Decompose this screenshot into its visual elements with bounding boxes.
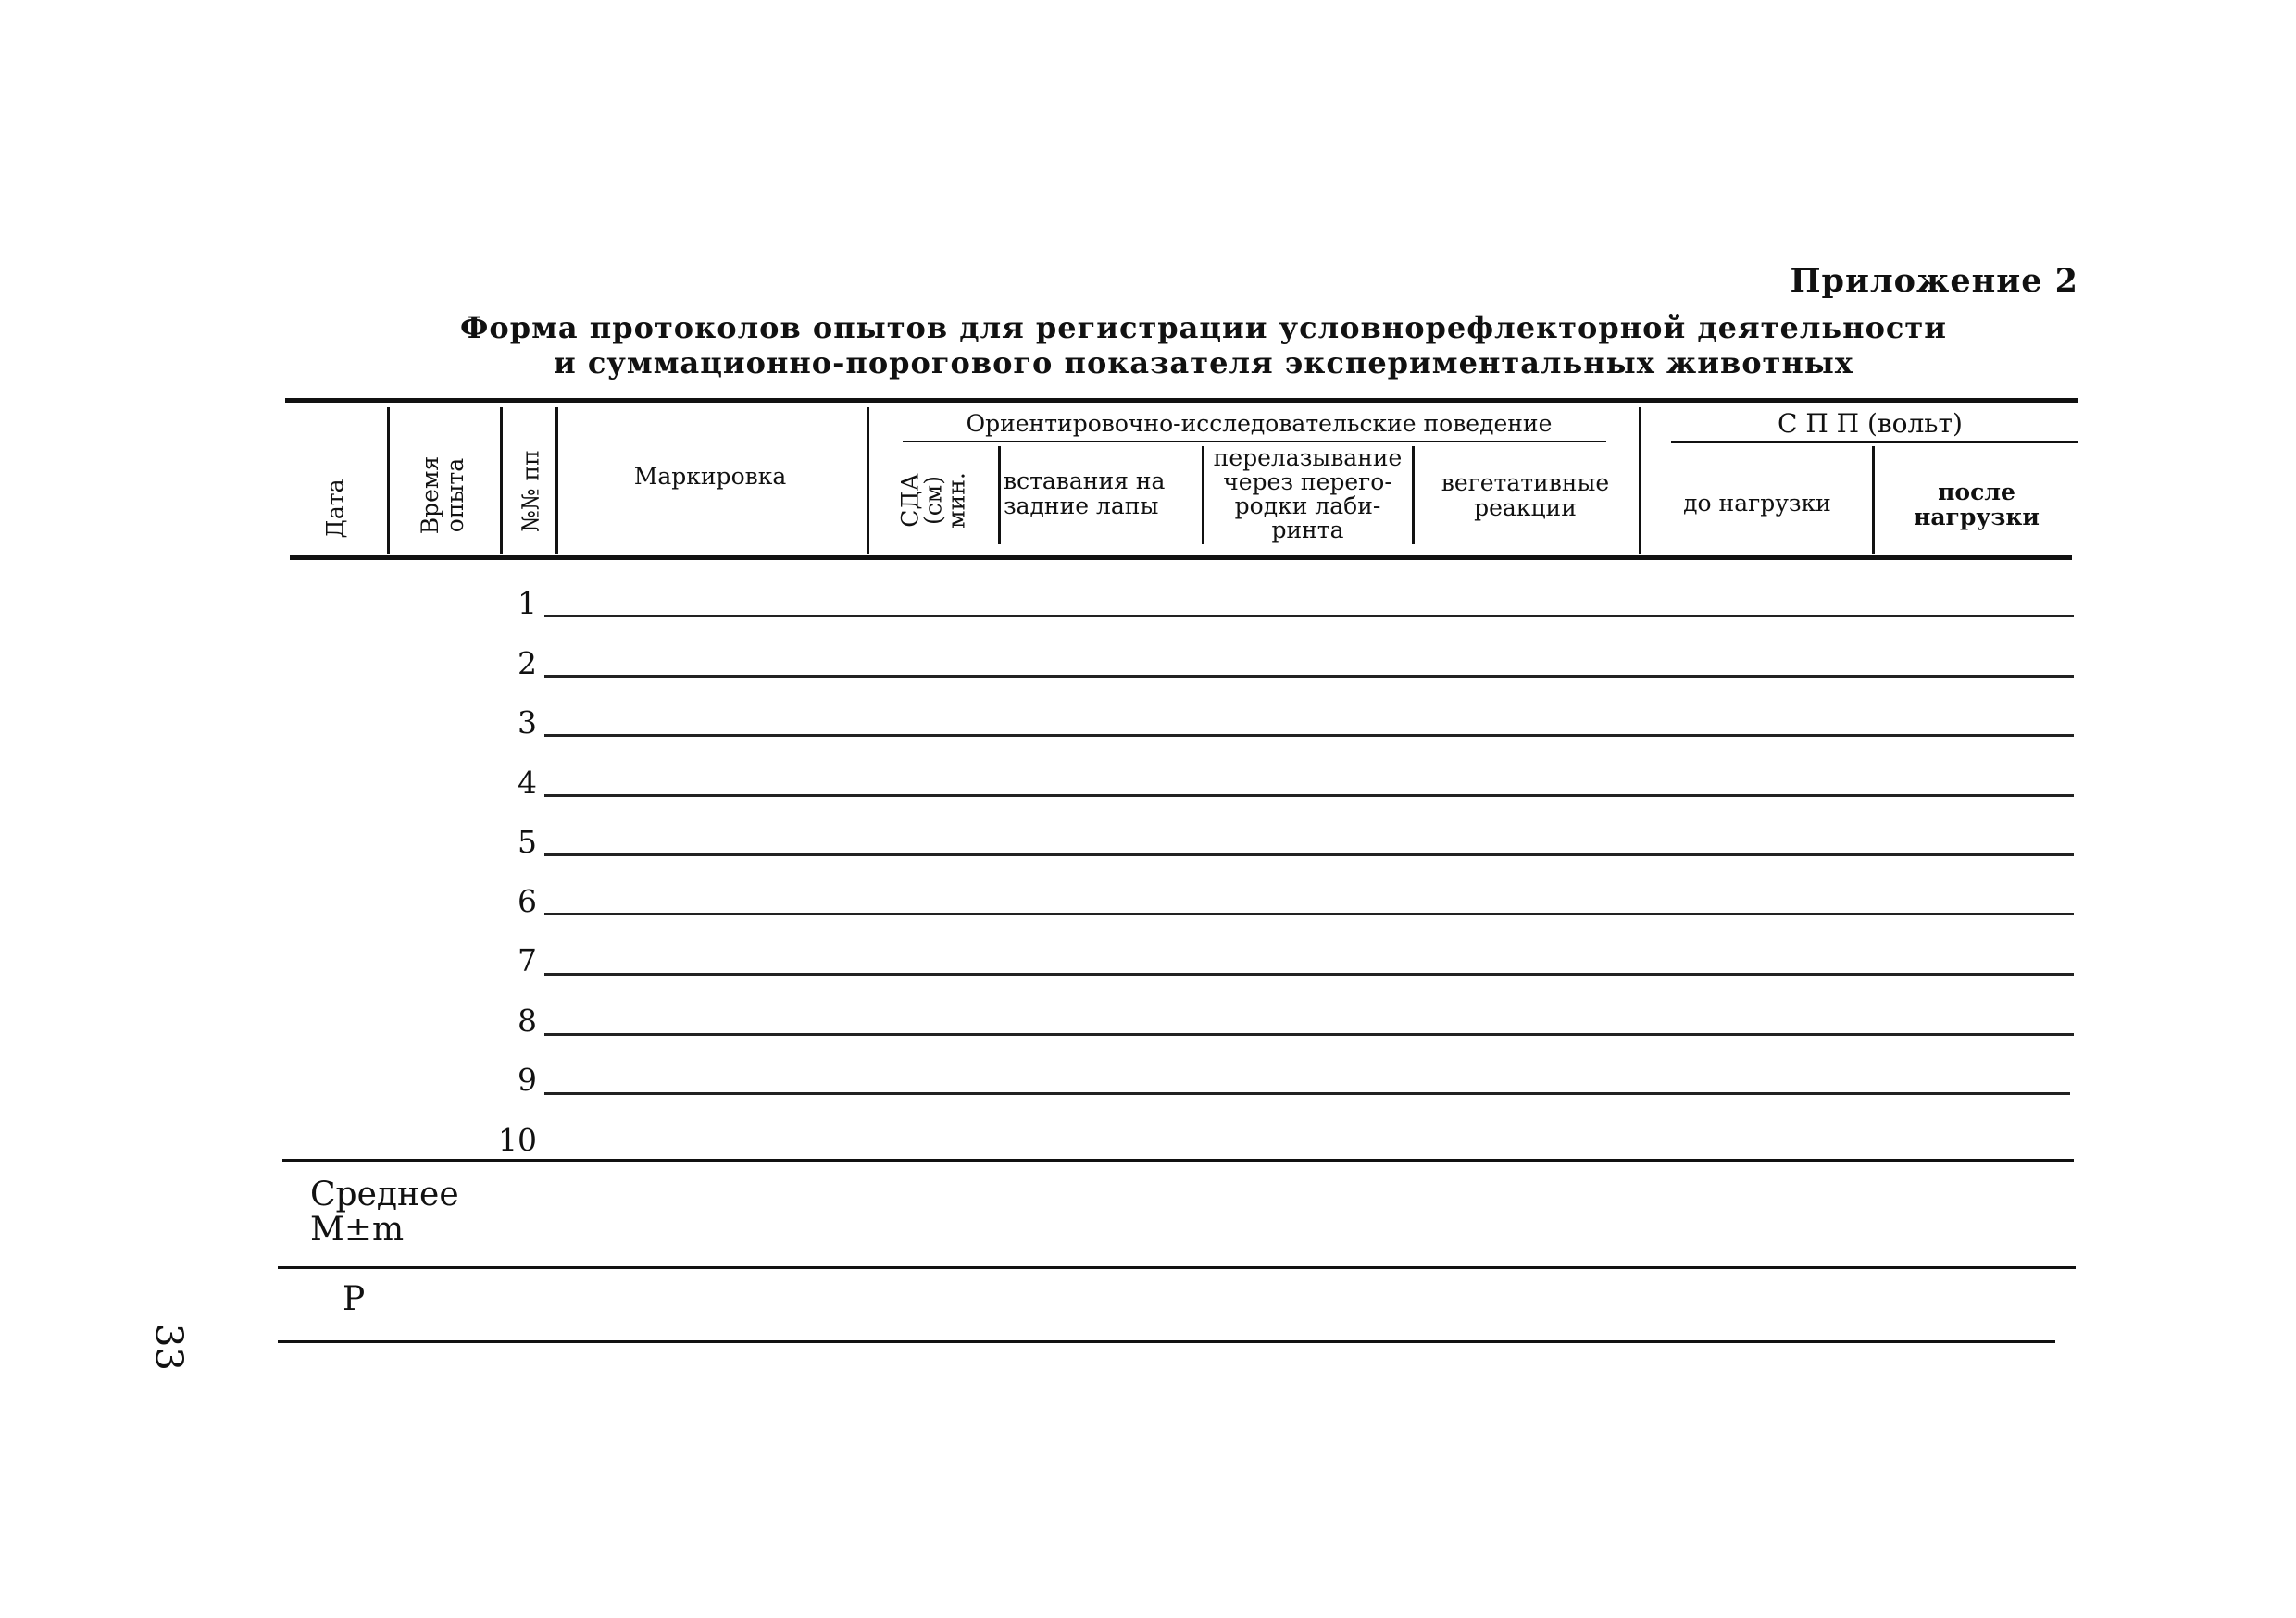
col-header-vegetative-line-2: реакции xyxy=(1474,494,1577,521)
divider-before-after xyxy=(1872,446,1875,554)
row-entry-line[interactable] xyxy=(544,913,2074,915)
col-header-before-load: до нагрузки xyxy=(1683,490,1831,517)
form-title-line-1: Форма протоколов опытов для регистрации условнорефлекторной деятельности xyxy=(460,310,1947,345)
row-entry-line[interactable] xyxy=(544,973,2074,976)
col-header-crossing-line-3: родки лаби- xyxy=(1234,492,1381,519)
table-header-bottom-rule xyxy=(290,555,2072,560)
row-entry-line[interactable] xyxy=(544,675,2074,678)
col-header-marking: Маркировка xyxy=(633,463,787,490)
group-header-behavior: Ориентировочно-исследовательские поведение xyxy=(966,410,1553,437)
mean-label-block xyxy=(310,1177,459,1248)
divider-crossing-vegetative xyxy=(1412,446,1415,544)
form-title-line-2: и суммационно-порогового показателя экспериментальных животных xyxy=(554,345,1853,380)
divider-num-marking xyxy=(555,407,558,554)
spp-group-underline xyxy=(1671,441,2078,443)
group-header-spp: С П П (вольт) xyxy=(1778,408,1963,439)
row-number: 9 xyxy=(518,1062,537,1098)
divider-date-time xyxy=(387,407,390,554)
col-header-sda-line-2: (см) xyxy=(919,476,947,525)
row-number: 1 xyxy=(518,585,537,621)
divider-marking-behavior xyxy=(867,407,869,554)
row-number: 5 xyxy=(518,824,537,860)
col-header-vegetative xyxy=(1416,470,1634,520)
form-title xyxy=(333,310,2074,380)
col-header-crossing-line-1: перелазывание xyxy=(1213,444,1403,471)
col-header-crossing-line-4: ринта xyxy=(1271,517,1344,543)
row-entry-line[interactable] xyxy=(544,615,2074,617)
col-header-time-line-1: Время xyxy=(417,455,443,535)
col-header-rearing-line-2: задние лапы xyxy=(1004,492,1159,519)
col-header-rearing xyxy=(1004,468,1200,518)
row-number: 7 xyxy=(518,942,537,978)
col-header-vegetative-line-1: вегетативные xyxy=(1441,469,1610,496)
row-number: 8 xyxy=(518,1002,537,1039)
col-header-sda-line-1: СДА xyxy=(896,473,924,528)
row-number: 4 xyxy=(518,765,537,801)
col-header-time-line-2: опыта xyxy=(442,457,468,533)
row-entry-line[interactable] xyxy=(544,853,2074,856)
col-header-after-load-line-2: нагрузки xyxy=(1914,504,2040,530)
mean-formula: M±m xyxy=(310,1211,405,1249)
rows-bottom-rule xyxy=(282,1159,2074,1162)
divider-sda-rearing xyxy=(998,446,1001,544)
row-entry-line[interactable] xyxy=(544,1092,2070,1095)
behavior-group-underline xyxy=(903,441,1606,442)
col-header-crossing xyxy=(1204,446,1412,542)
col-header-time xyxy=(418,449,468,541)
col-header-sda-line-3: мин. xyxy=(942,472,970,529)
page-number: 33 xyxy=(147,1324,190,1371)
col-header-after-load xyxy=(1879,479,2074,529)
col-header-number: №№ пп xyxy=(517,450,544,532)
col-header-rearing-line-1: вставания на xyxy=(1004,467,1166,494)
col-header-date: Дата xyxy=(321,479,349,539)
mean-bottom-rule xyxy=(278,1266,2076,1269)
row-number: 10 xyxy=(498,1122,537,1158)
col-header-sda xyxy=(896,459,970,542)
row-number: 3 xyxy=(518,704,537,741)
col-header-after-load-line-1: после xyxy=(1938,479,2015,505)
row-entry-line[interactable] xyxy=(544,1033,2074,1036)
row-number: 6 xyxy=(518,883,537,919)
row-entry-line[interactable] xyxy=(544,734,2074,737)
table-top-rule xyxy=(285,398,2078,403)
divider-time-num xyxy=(500,407,503,554)
appendix-label: Приложение 2 xyxy=(1790,262,2078,300)
p-bottom-rule xyxy=(278,1340,2055,1343)
row-entry-line[interactable] xyxy=(544,794,2074,797)
mean-label: Среднее xyxy=(310,1176,459,1214)
row-number: 2 xyxy=(518,645,537,681)
col-header-crossing-line-2: через перего- xyxy=(1223,468,1392,495)
p-label: P xyxy=(343,1280,366,1318)
divider-behavior-spp xyxy=(1639,407,1641,554)
